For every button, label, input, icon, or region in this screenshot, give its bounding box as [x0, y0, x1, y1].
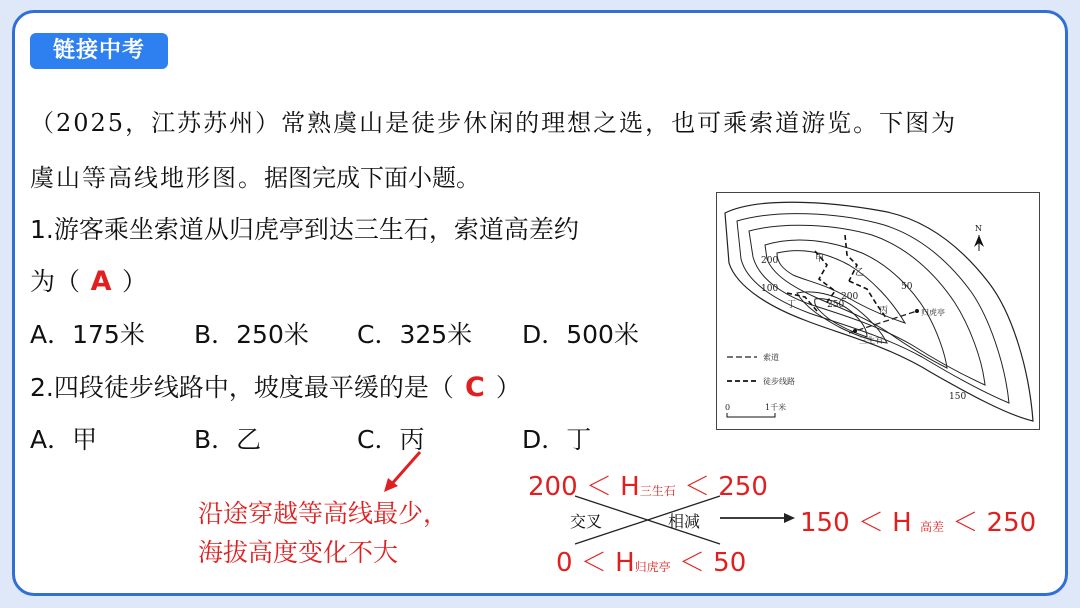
intro-line-2-sans: 据图完成下面小题。: [264, 164, 480, 192]
contour-label-250: 250: [827, 300, 845, 310]
legend-trail: 徒步线路: [763, 377, 795, 386]
question-2-prefix: 2.四段徒步线路中，坡度最平缓的是（: [30, 373, 454, 402]
contour-label-50: 50: [901, 282, 913, 292]
scale-unit: 1千米: [765, 403, 787, 412]
calc-result-sub: 高差: [919, 520, 944, 534]
intro-line-2: [30, 158, 480, 193]
scale-zero: 0: [725, 403, 731, 412]
north-label: N: [975, 224, 982, 233]
calc-result: [800, 502, 1036, 539]
question-2-answer: C: [464, 372, 485, 403]
question-2-option-a: A．甲: [30, 425, 98, 454]
calc-bottom-left: 0 ＜ H: [556, 548, 635, 578]
contour-map-drawing: [717, 193, 1039, 429]
contour-label-100: 100: [761, 284, 779, 294]
intro-line-1: （2025，江苏苏州）常熟虞山是徒步休闲的理想之选，也可乘索道游览。下图为: [30, 109, 958, 137]
question-2-option-d: D．丁: [522, 425, 592, 454]
question-1-option-b: B．250米: [194, 320, 309, 349]
question-1-option-a: A．175米: [30, 320, 145, 349]
question-2-stem: [30, 368, 521, 404]
calc-top-sub: 三生石: [639, 484, 676, 498]
calc-result-left: 150 ＜ H: [800, 508, 912, 538]
route-label-yi: 乙: [855, 268, 865, 278]
question-1-stem-line-2: [30, 262, 147, 298]
intro-line-2-serif: 虞山等高线地形图。: [30, 164, 264, 192]
section-tag: 链接中考: [30, 33, 168, 69]
question-1-suffix: ）: [122, 267, 148, 296]
note-arrow: [380, 448, 430, 493]
note-line-1: 沿途穿越等高线最少，: [198, 499, 449, 528]
route-label-bing: 丙: [879, 306, 889, 316]
question-2-option-c: C．丙: [357, 425, 425, 454]
contour-label-200b: 200: [841, 292, 859, 302]
calc-bottom-right: ＜ 50: [678, 548, 747, 578]
question-1-option-c: C．325米: [357, 320, 473, 349]
question-1-option-d: D．500米: [522, 320, 639, 349]
calc-top-right: ＜ 250: [684, 472, 768, 502]
calc-result-right: ＜ 250: [952, 508, 1037, 538]
note-line-2: 海拔高度变化不大: [198, 538, 399, 567]
question-1-prefix: 为（: [30, 267, 81, 296]
place-label-sanshengshi: 三生石: [859, 336, 883, 345]
route-label-jia: 甲: [815, 254, 825, 264]
route-label-ding: 丁: [787, 300, 797, 310]
question-2-option-b: B．乙: [194, 425, 262, 454]
cross-label-right: 相减: [668, 512, 701, 531]
calc-top-left: 200 ＜ H: [528, 472, 640, 502]
place-label-guihuting: 归虎亭: [921, 308, 945, 317]
contour-label-200: 200: [761, 256, 779, 266]
calc-bottom-sub: 归虎亭: [634, 560, 671, 574]
cross-label-left: 交叉: [570, 512, 603, 531]
question-1-answer: A: [90, 266, 112, 297]
question-1-stem: 1.游客乘坐索道从归虎亭到达三生石，索道高差约: [30, 215, 579, 244]
legend-cableway: 索道: [763, 353, 779, 362]
contour-map: [716, 192, 1040, 430]
question-2-suffix: ）: [495, 373, 521, 402]
contour-label-150: 150: [949, 392, 967, 402]
